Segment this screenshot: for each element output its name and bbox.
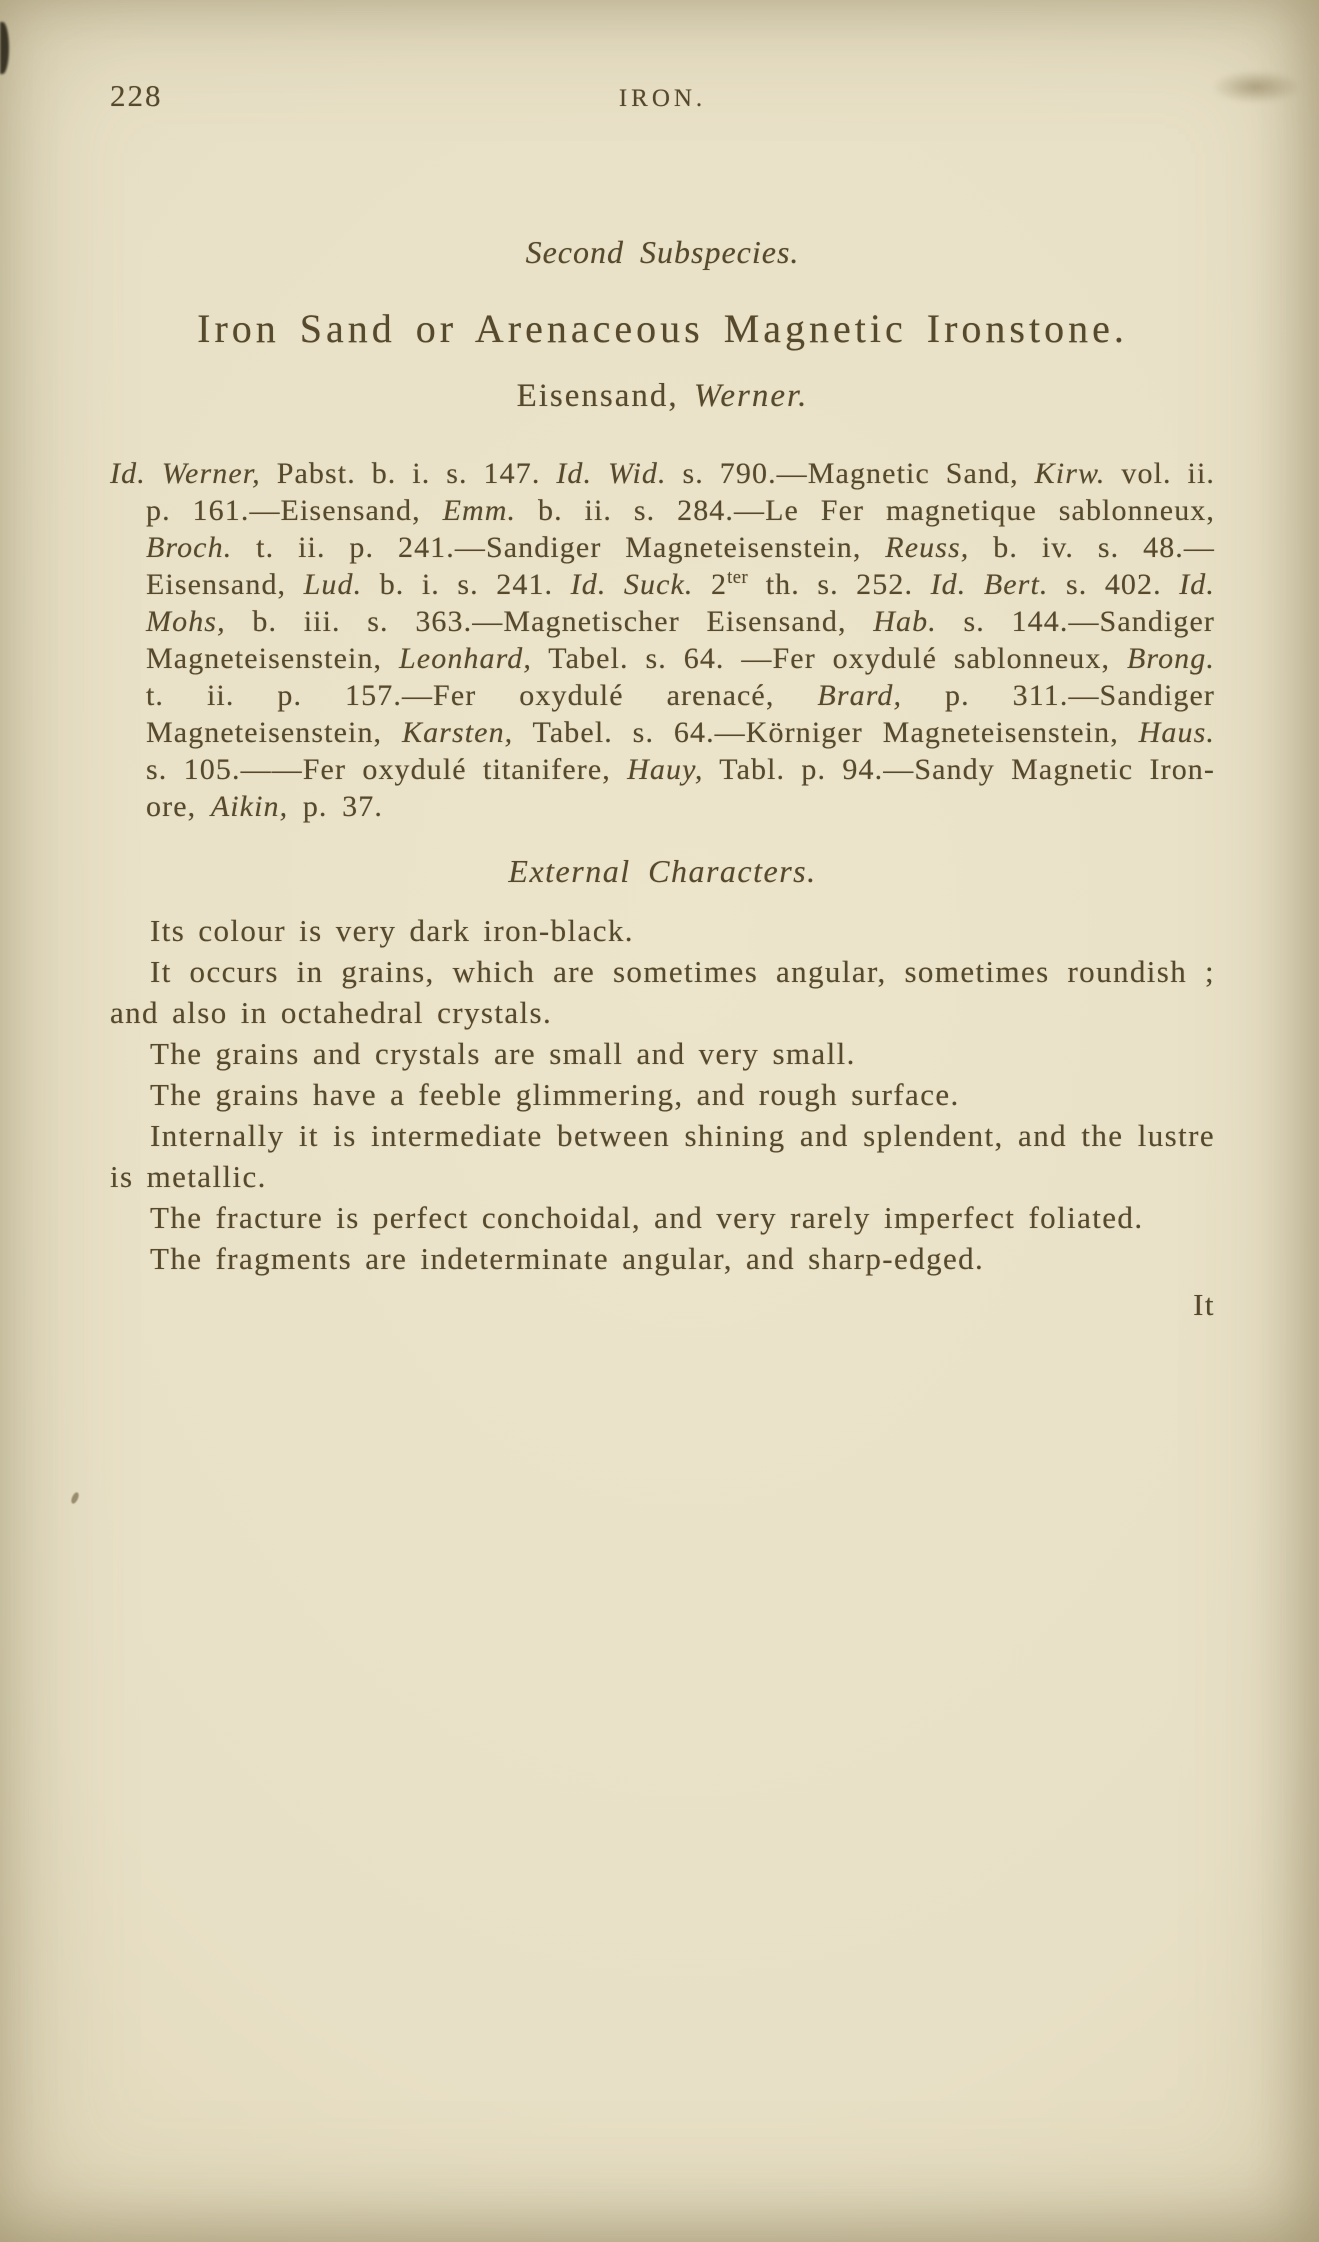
reference-text: Tabl. p. 94.—Sandy Magnetic Iron-ore, [146, 753, 1215, 823]
reference-text: s. 402. [1048, 568, 1180, 601]
reference-text: Eisensand, [516, 378, 694, 414]
scan-edge-mark [0, 22, 9, 74]
reference-text: s. 105.——Fer oxydulé titanifere, [146, 753, 628, 786]
reference-text: b. iv. s. 48.—Eisensand, [146, 531, 1216, 601]
reference-text: p. 37. [288, 790, 383, 823]
reference-text: th. s. 252. [748, 568, 931, 601]
reference-author: Hab. [873, 605, 937, 638]
reference-text: p. 311.—Sandiger Magneteisenstein, [146, 679, 1215, 749]
reference-text: s. 144.—Sandiger Magneteisenstein, [146, 605, 1215, 675]
reference-author: Id. Suck. [570, 568, 694, 601]
reference-author: Hauy, [627, 753, 704, 786]
body-paragraph: The grains have a feeble glimmering, and rough surface. [150, 1077, 960, 1112]
reference-author: Karsten, [401, 716, 514, 749]
external-characters-heading: External Characters. [508, 853, 817, 889]
body-paragraph: The fracture is perfect conchoidal, and very rarely imperfect foliated. [150, 1200, 1144, 1235]
reference-author: Id. Werner, [110, 457, 261, 490]
reference-author: Lud. [303, 568, 363, 601]
reference-author: Kirw. [1034, 457, 1106, 490]
running-title: IRON. [618, 85, 707, 112]
reference-author: Reuss, [885, 531, 970, 564]
body-paragraph: It occurs in grains, which are sometimes angular, sometimes roundish ; and also in octahedral crystals. [110, 954, 1215, 1030]
reference-author: Id. Wid. [556, 457, 667, 490]
reference-author: Leonhard, [399, 642, 532, 675]
reference-author: Haus. [1138, 716, 1215, 749]
reference-author: Emm. [442, 494, 517, 527]
references-paragraph [110, 455, 1215, 825]
running-head [110, 78, 1215, 114]
reference-author: Id. Mohs, [146, 568, 1215, 638]
reference-text: 2 [693, 568, 728, 601]
subtitle [110, 378, 1215, 415]
reference-text: Tabel. s. 64. —Fer oxydulé sablonneux, [531, 642, 1127, 675]
scan-smudge [1211, 70, 1301, 104]
reference-text: t. ii. p. 157.—Fer oxydulé arenacé, [146, 679, 818, 712]
body-paragraph: The fragments are indeterminate angular, and sharp-edged. [150, 1241, 985, 1276]
subspecies-heading: Second Subspecies. [525, 234, 800, 270]
chapter-title: Iron Sand or Arenaceous Magnetic Ironstone. [197, 306, 1128, 351]
body-paragraph: Its colour is very dark iron-black. [150, 913, 634, 948]
reference-author: Broch. [146, 531, 233, 564]
reference-text: Pabst. b. i. s. 147. [260, 457, 557, 490]
reference-author: Brong. [1126, 642, 1215, 675]
reference-text: s. 790.—Magnetic Sand, [666, 457, 1035, 490]
reference-text: b. ii. s. 284.—Le Fer magnetique sablonneux, [516, 494, 1215, 527]
body-text [110, 910, 1215, 1279]
reference-text: b. iii. s. 363.—Magnetischer Eisensand, [225, 605, 874, 638]
scan-speck [70, 1491, 79, 1504]
reference-text: Tabel. s. 64.—Körniger Magneteisenstein, [513, 716, 1139, 749]
reference-text: t. ii. p. 241.—Sandiger Magneteisenstein, [232, 531, 886, 564]
reference-author: Aikin, [210, 790, 289, 823]
reference-author: Werner. [693, 378, 809, 414]
reference-author: Id. Bert. [930, 568, 1049, 601]
page-number: 228 [110, 78, 163, 113]
body-paragraph: The grains and crystals are small and very small. [150, 1036, 856, 1071]
reference-text: vol. ii. p. 161.—Eisensand, [146, 457, 1215, 527]
body-paragraph: Internally it is intermediate between shining and splendent, and the lustre is metallic. [110, 1118, 1215, 1194]
reference-text: ter [727, 567, 749, 588]
catchword: It [1193, 1287, 1215, 1322]
reference-text: b. i. s. 241. [362, 568, 571, 601]
reference-author: Brard, [817, 679, 903, 712]
